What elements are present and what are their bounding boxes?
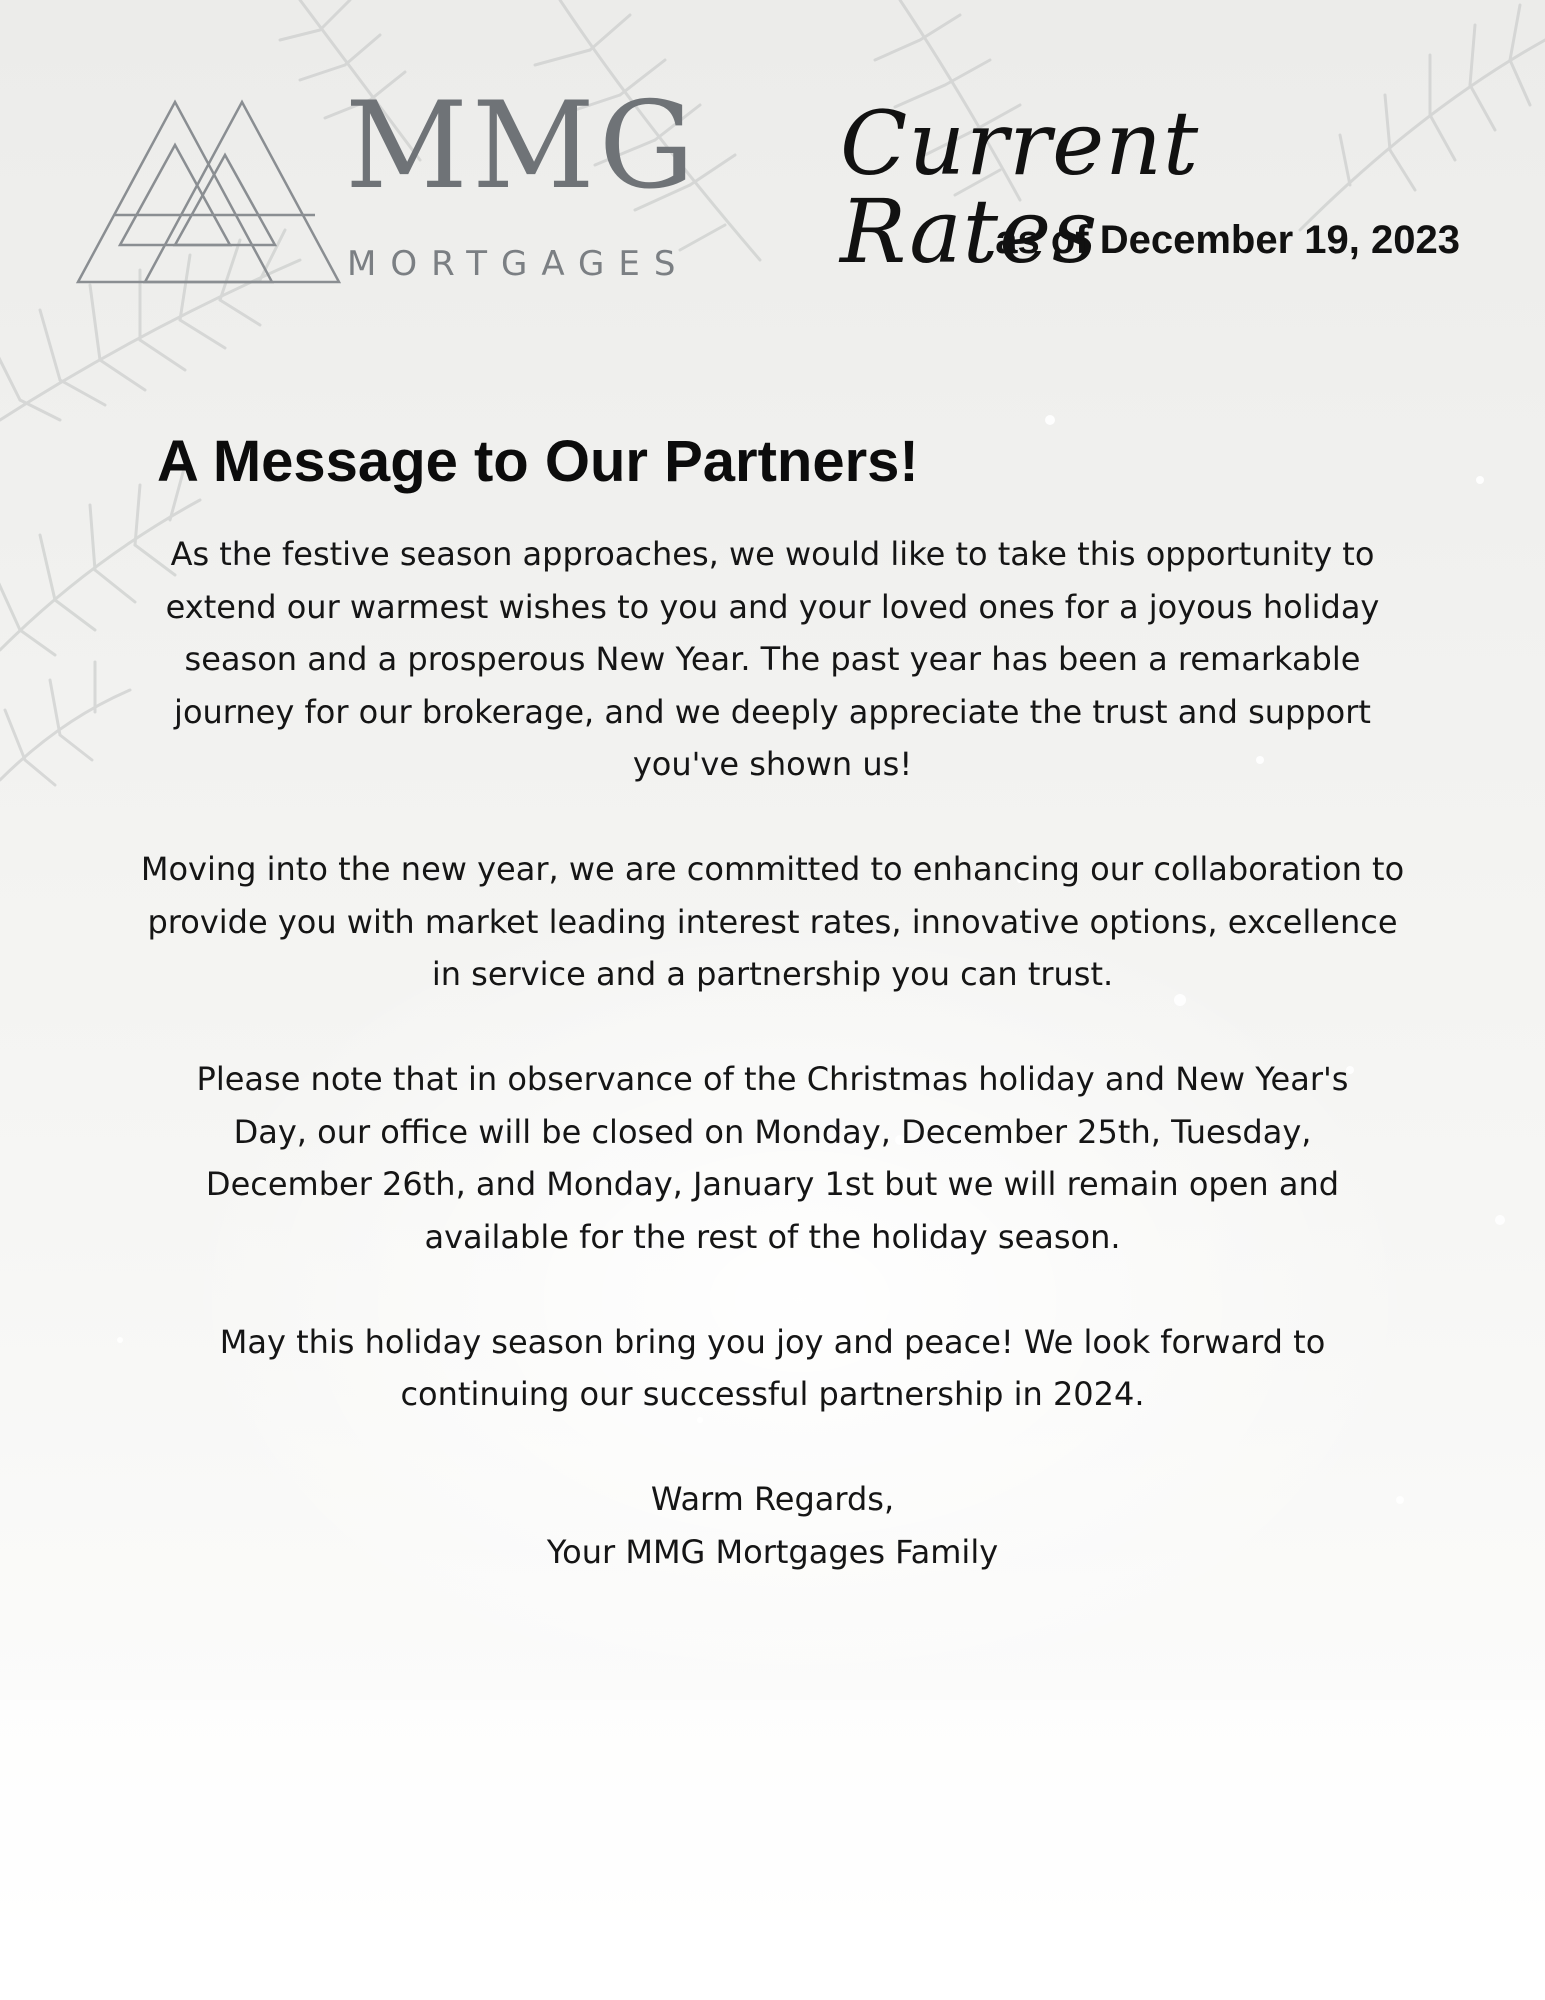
signoff	[140, 1473, 1405, 1578]
message-body	[140, 528, 1405, 1578]
message-paragraph-4: May this holiday season bring you joy and peace! We look forward to continuing our successful partnership in 2024.	[219, 1322, 1326, 1413]
signature-line: Your MMG Mortgages Family	[546, 1532, 999, 1571]
logo-mmg-text: MMG	[345, 77, 699, 216]
message-heading: A Message to Our Partners!	[157, 429, 919, 494]
logo-mortgages-text: MORTGAGES	[347, 244, 690, 284]
current-rates-title: Current Rates	[840, 92, 1200, 283]
message-paragraph-3: Please note that in observance of the Christmas holiday and New Year's Day, our office will be closed on Monday, December 25th, Tuesday, December 26th, and Monday, January 1st but we will remain open and available for the rest of the holiday season.	[196, 1060, 1349, 1256]
closing-line: Warm Regards,	[650, 1480, 895, 1518]
triangle-logo-mark	[75, 95, 355, 295]
rates-date: as of December 19, 2023	[995, 218, 1460, 262]
message-paragraph-1: As the festive season approaches, we would like to take this opportunity to extend our warmest wishes to you and your loved ones for a joyous holiday season and a prosperous New Year. The past year has been a remarkable journey for our brokerage, and we deeply appreciate the trust and support you've shown us!	[165, 535, 1380, 783]
message-paragraph-2: Moving into the new year, we are committed to enhancing our collaboration to provide you with market leading interest rates, innovative options, excellence in service and a partnership you can trust.	[140, 850, 1405, 993]
mmg-logo	[75, 77, 699, 295]
